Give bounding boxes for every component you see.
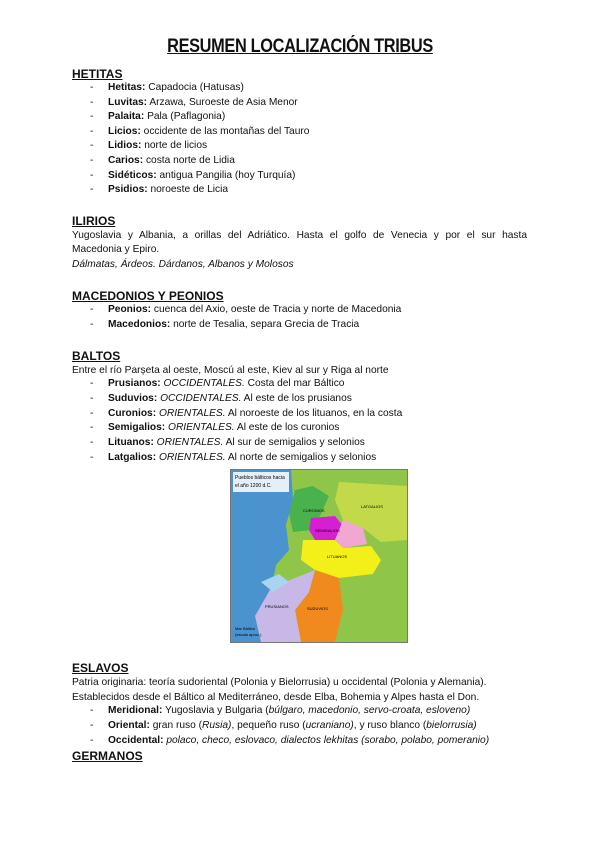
map-caption-line2: el año 1200 d.C. (235, 483, 272, 489)
eslavos-text-line1: Patria originaria: teoría sudoriental (Polonia y Bielorrusia) u occidental (Polonia y Alemania). (72, 677, 487, 688)
document-page: RESUMEN LOCALIZACIÓN TRIBUS HETITAS - Hetitas: Capadocia (Hatusas) - Luvitas: Arzawa, Suroeste de Asia Menor - Palaita: Pala (Paflagonia) - Licios: occidente de las montañas del Tauro - Lidios: norte de licios - Carios: costa norte de Lidia - Sidéticos: antigua Pangilia (hoy Turquía) - Psidios: noroeste de Licia ILIRIOS Yugoslavia y Albania, a orillas del Adriático. Hasta el golfo de Venecia y por el sur hasta Macedonia y Epiro. Dálmatas, Árdeos. Dárdanos, Albanos y Molosos MACEDONIOS Y PEONIOS - Peonios: cuenca del Axio, oeste de Tracia y norte de Macedonia - Macedonios: norte de Tesalia, separa Grecia de Tracia BALTOS Entre el río Parșeta al oeste, Moscú al este, Kiev al sur y Riga al norte - Prusianos: OCCIDENTALES. Costa del mar Báltico - Suduvios: OCCIDENTALES. Al este de los prusianos - Curonios: ORIENTALES. Al noroeste de los lituanos, en la costa - Semigalios: ORIENTALES. Al este de los curonios - Lituanos: ORIENTALES. Al sur de semigalios y selonios - Latgalios: ORIENTALES. Al norte de semigalios y selonios Pueblos bálticos hacia el año 1200 d.C. CURONIOS SEMIGALIOS LATGALIOS LITUANOS PRUSIANOS SUDUVIOS Mar Báltico (escala aprox.) ESLAVOS Patria originaria: teoría sudoriental (Polonia y Bielorrusia) u occidental (Polonia y Alemania). Establecidos desde el Báltico al Mediterráneo, desde Elba, Bohemia y Alpes hasta el Don. - Meridional: Yugoslavia y Bulgaria (búlgaro, macedonio, servo-croata, esloveno) - Oriental: gran ruso (Rusia), pequeño ruso (ucraniano), y ruso blanco (bielorrusia) - Occidental: polaco, checo, eslovaco, dialectos lekhitas (sorabo, polabo, pomeranio) GERMANOS (0, 0, 600, 848)
map-legend-line2: (escala aprox.) (235, 632, 262, 637)
heading-eslavos: ESLAVOS (72, 661, 129, 675)
map-legend-line1: Mar Báltico (235, 626, 256, 631)
map-label: SEMIGALIOS (315, 528, 340, 533)
ilirios-text-line2: Macedonia y Epiro. (72, 244, 160, 255)
heading-hetitas: HETITAS (72, 67, 123, 81)
heading-germanos: GERMANOS (72, 749, 143, 763)
map-graphic (231, 470, 407, 642)
baltic-tribes-map (230, 469, 408, 643)
map-label: LITUANOS (327, 554, 348, 559)
heading-baltos: BALTOS (72, 349, 121, 363)
map-label: PRUSIANOS (265, 604, 289, 609)
ilirios-tribes: Dálmatas, Árdeos. Dárdanos, Albanos y Molosos (72, 259, 294, 270)
baltos-intro: Entre el río Parșeta al oeste, Moscú al este, Kiev al sur y Riga al norte (72, 365, 389, 376)
heading-macedonios: MACEDONIOS Y PEONIOS (72, 289, 224, 303)
ilirios-text-line1: Yugoslavia y Albania, a orillas del Adriático. Hasta el golfo de Venecia y por el sur hasta (72, 230, 527, 241)
eslavos-text-line2: Establecidos desde el Báltico al Mediterráneo, desde Elba, Bohemia y Alpes hasta el Don. (72, 692, 480, 703)
map-label: CURONIOS (303, 508, 325, 513)
map-label: SUDUVIOS (307, 606, 328, 611)
map-caption-line1: Pueblos bálticos hacia (235, 475, 285, 481)
map-label: LATGALIOS (361, 504, 383, 509)
page-title: RESUMEN LOCALIZACIÓN TRIBUS (167, 36, 433, 57)
heading-ilirios: ILIRIOS (72, 214, 116, 228)
